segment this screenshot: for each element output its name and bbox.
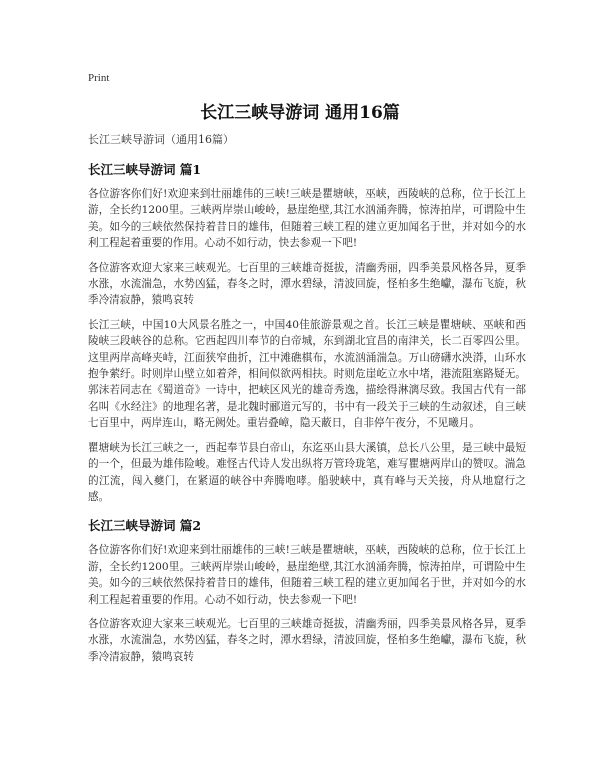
paragraph: 各位游客你们好!欢迎来到壮丽雄伟的三峡!三峡是瞿塘峡，巫峡，西陵峡的总称，位于长江上游，全长约1200里。三峡两岸崇山峻岭，悬崖绝壁,其江水汹涌奔腾，惊涛拍岸，可谓险中生美。如今的三峡依然保持着昔日的雄伟，但随着三峡工程的建立更加闻名于世，并对如今的水利工程起着重要的作用。心动不如行动，快去参观一下吧!: [88, 544, 526, 606]
print-label[interactable]: Print: [88, 72, 110, 84]
paragraph: 长江三峡，中国10大风景名胜之一，中国40佳旅游景观之首。长江三峡是瞿塘峡、巫峡和西陵峡三段峡谷的总称。它西起四川奉节的白帝城，东到湖北宜昌的南津关，长二百零四公里。这里两岸高峰夹峙，江面狭窄曲折，江中滩礁棋布，水流汹涌湍急。万山磅礴水泱漭，山环水抱争萦纡。时则岸山壁立如着斧，相间似欲两相扶。时则危崖屹立水中堵，港流阻塞路疑无。郭沫若同志在《蜀道奇》一诗中，把峡区风光的雄奇秀逸，描绘得淋漓尽致。我国古代有一部名叫《水经注》的地理名著，是北魏时郦道元写的，书中有一段关于三峡的生动叙述，自三峡七百里中，两岸连山，略无阙处。重岩叠嶂，隐天蔽日，自非停午夜分，不见曦月。: [88, 318, 526, 430]
paragraph: 各位游客欢迎大家来三峡观光。七百里的三峡雄奇挺拔，清幽秀丽，四季美景风格各异，夏季水涨，水流湍急，水势凶猛，春冬之时，潭水碧绿，清波回旋，怪柏多生绝巘，瀑布飞旋，秋季冷清寂静，猿鸣哀转: [88, 261, 526, 307]
document-title: 长江三峡导游词 通用16篇: [200, 103, 400, 123]
section-heading-1: 长江三峡导游词 篇1: [88, 162, 202, 177]
document-body: [88, 132, 526, 673]
section-heading-2: 长江三峡导游词 篇2: [88, 518, 202, 534]
paragraph: 各位游客欢迎大家来三峡观光。七百里的三峡雄奇挺拔，清幽秀丽，四季美景风格各异，夏季水涨，水流湍急，水势凶猛，春冬之时，潭水碧绿，清波回旋，怪柏多生绝巘，瀑布飞旋，秋季冷清寂静，猿鸣哀转: [88, 617, 526, 663]
document-subtitle: 长江三峡导游词（通用16篇）: [88, 133, 234, 146]
paragraph: 瞿塘峡为长江三峡之一，西起奉节县白帝山，东迄巫山县大溪镇，总长八公里，是三峡中最短的一个，但最为雄伟险峻。难怪古代诗人发出纵将万管玲珑笔，难写瞿塘两岸山的赞叹。湍急的江流，闯入夔门，在紧逼的峡谷中奔腾咆哮。船驶峡中，真有峰与天关接，舟从地窟行之感。: [88, 441, 526, 503]
paragraph: 各位游客你们好!欢迎来到壮丽雄伟的三峡!三峡是瞿塘峡，巫峡，西陵峡的总称，位于长江上游，全长约1200里。三峡两岸崇山峻岭，悬崖绝壁,其江水汹涌奔腾，惊涛拍岸，可谓险中生美。如今的三峡依然保持着昔日的雄伟，但随着三峡工程的建立更加闻名于世，并对如今的水利工程起着重要的作用。心动不如行动，快去参观一下吧!: [88, 188, 526, 250]
